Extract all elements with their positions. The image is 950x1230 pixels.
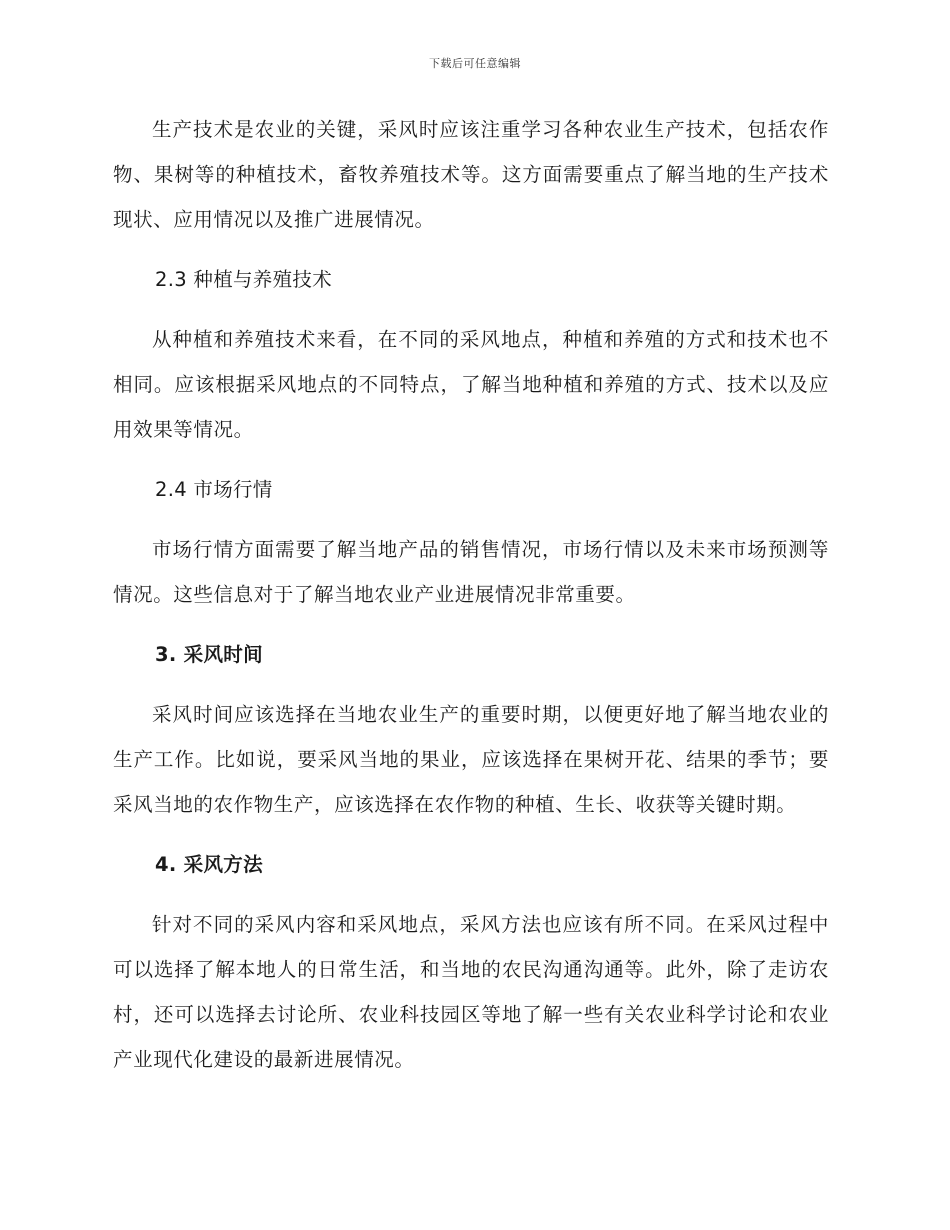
paragraph-planting-breeding: 从种植和养殖技术来看，在不同的采风地点，种植和养殖的方式和技术也不相同。应该根据采风地点的不同特点，了解当地种植和养殖的方式、技术以及应用效果等情况。 bbox=[113, 328, 829, 441]
page-header: 下载后可任意编辑 bbox=[429, 57, 521, 70]
subheading-2-4: 2.4 市场行情 bbox=[155, 478, 273, 501]
document-body bbox=[113, 107, 829, 1097]
paragraph-market: 市场行情方面需要了解当地产品的销售情况，市场行情以及未来市场预测等情况。这些信息对于了解当地农业产业进展情况非常重要。 bbox=[113, 538, 829, 606]
section-heading-3: 3. 采风时间 bbox=[155, 643, 263, 666]
subheading-2-3: 2.3 种植与养殖技术 bbox=[155, 268, 333, 291]
paragraph-production-tech: 生产技术是农业的关键，采风时应该注重学习各种农业生产技术，包括农作物、果树等的种植技术，畜牧养殖技术等。这方面需要重点了解当地的生产技术现状、应用情况以及推广进展情况。 bbox=[113, 118, 829, 231]
paragraph-timing: 采风时间应该选择在当地农业生产的重要时期，以便更好地了解当地农业的生产工作。比如说，要采风当地的果业，应该选择在果树开花、结果的季节；要采风当地的农作物生产，应该选择在农作物的种植、生长、收获等关键时期。 bbox=[113, 703, 829, 816]
paragraph-methods: 针对不同的采风内容和采风地点，采风方法也应该有所不同。在采风过程中可以选择了解本地人的日常生活，和当地的农民沟通沟通等。此外，除了走访农村，还可以选择去讨论所、农业科技园区等地了解一些有关农业科学讨论和农业产业现代化建设的最新进展情况。 bbox=[113, 913, 829, 1071]
section-heading-4: 4. 采风方法 bbox=[155, 853, 263, 876]
